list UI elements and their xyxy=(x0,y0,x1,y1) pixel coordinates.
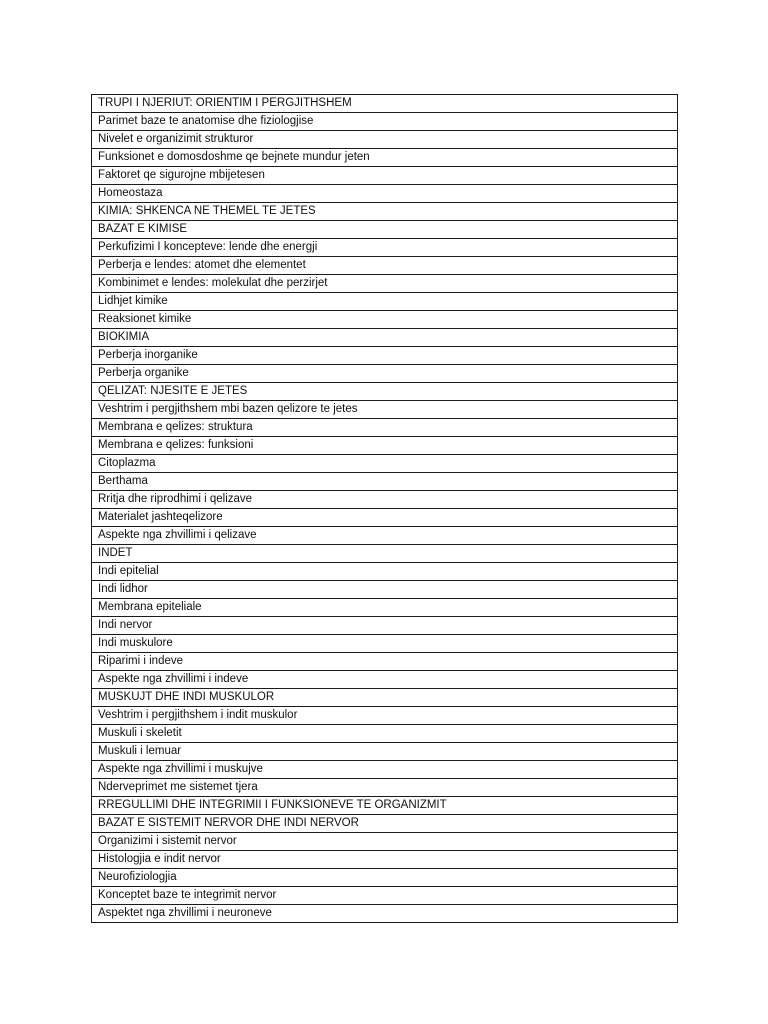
table-cell: Citoplazma xyxy=(92,455,678,473)
table-row xyxy=(92,167,678,185)
table-row xyxy=(92,239,678,257)
table-cell: RREGULLIMI DHE INTEGRIMII I FUNKSIONEVE TE ORGANIZMIT xyxy=(92,797,678,815)
table-row xyxy=(92,671,678,689)
table-row xyxy=(92,869,678,887)
table-row xyxy=(92,599,678,617)
outline-table-body xyxy=(92,95,678,923)
table-row xyxy=(92,275,678,293)
table-cell: Reaksionet kimike xyxy=(92,311,678,329)
table-cell: Perberja inorganike xyxy=(92,347,678,365)
table-cell: Membrana epiteliale xyxy=(92,599,678,617)
table-row xyxy=(92,365,678,383)
table-row xyxy=(92,149,678,167)
table-cell: Neurofiziologjia xyxy=(92,869,678,887)
table-cell: Konceptet baze te integrimit nervor xyxy=(92,887,678,905)
table-cell: Indi nervor xyxy=(92,617,678,635)
table-row xyxy=(92,131,678,149)
table-cell: Aspekte nga zhvillimi i muskujve xyxy=(92,761,678,779)
table-cell: Nderveprimet me sistemet tjera xyxy=(92,779,678,797)
table-cell: Kombinimet e lendes: molekulat dhe perzirjet xyxy=(92,275,678,293)
table-row xyxy=(92,257,678,275)
table-row xyxy=(92,743,678,761)
table-row xyxy=(92,725,678,743)
table-row xyxy=(92,491,678,509)
table-cell: Indi lidhor xyxy=(92,581,678,599)
table-row xyxy=(92,545,678,563)
table-cell: Aspektet nga zhvillimi i neuroneve xyxy=(92,905,678,923)
table-row xyxy=(92,311,678,329)
table-cell: KIMIA: SHKENCA NE THEMEL TE JETES xyxy=(92,203,678,221)
outline-table xyxy=(91,94,678,923)
table-cell: INDET xyxy=(92,545,678,563)
table-cell: Lidhjet kimike xyxy=(92,293,678,311)
table-cell: Veshtrim i pergjithshem mbi bazen qelizore te jetes xyxy=(92,401,678,419)
table-cell: Membrana e qelizes: funksioni xyxy=(92,437,678,455)
table-row xyxy=(92,887,678,905)
table-cell: TRUPI I NJERIUT: ORIENTIM I PERGJITHSHEM xyxy=(92,95,678,113)
table-cell: Riparimi i indeve xyxy=(92,653,678,671)
table-row xyxy=(92,581,678,599)
table-row xyxy=(92,509,678,527)
table-row xyxy=(92,347,678,365)
table-row xyxy=(92,761,678,779)
table-row xyxy=(92,779,678,797)
table-cell: Rritja dhe riprodhimi i qelizave xyxy=(92,491,678,509)
table-cell: Veshtrim i pergjithshem i indit muskulor xyxy=(92,707,678,725)
table-row xyxy=(92,419,678,437)
table-row xyxy=(92,437,678,455)
table-row xyxy=(92,203,678,221)
table-cell: BAZAT E SISTEMIT NERVOR DHE INDI NERVOR xyxy=(92,815,678,833)
table-cell: Membrana e qelizes: struktura xyxy=(92,419,678,437)
table-cell: Materialet jashteqelizore xyxy=(92,509,678,527)
table-row xyxy=(92,851,678,869)
table-cell: Aspekte nga zhvillimi i qelizave xyxy=(92,527,678,545)
table-cell: QELIZAT: NJESITE E JETES xyxy=(92,383,678,401)
table-cell: Aspekte nga zhvillimi i indeve xyxy=(92,671,678,689)
table-row xyxy=(92,401,678,419)
table-row xyxy=(92,617,678,635)
table-row xyxy=(92,383,678,401)
table-row xyxy=(92,815,678,833)
table-cell: Faktoret qe sigurojne mbijetesen xyxy=(92,167,678,185)
table-cell: Histologjia e indit nervor xyxy=(92,851,678,869)
table-row xyxy=(92,473,678,491)
table-cell: Homeostaza xyxy=(92,185,678,203)
table-cell: Parimet baze te anatomise dhe fiziologjise xyxy=(92,113,678,131)
table-row xyxy=(92,653,678,671)
table-row xyxy=(92,329,678,347)
table-row xyxy=(92,527,678,545)
table-row xyxy=(92,113,678,131)
table-cell: Muskuli i lemuar xyxy=(92,743,678,761)
table-row xyxy=(92,635,678,653)
table-row xyxy=(92,905,678,923)
table-row xyxy=(92,455,678,473)
table-cell: Perberja organike xyxy=(92,365,678,383)
table-cell: BAZAT E KIMISE xyxy=(92,221,678,239)
table-cell: Indi epitelial xyxy=(92,563,678,581)
table-cell: Perkufizimi I koncepteve: lende dhe energji xyxy=(92,239,678,257)
table-cell: BIOKIMIA xyxy=(92,329,678,347)
table-cell: Organizimi i sistemit nervor xyxy=(92,833,678,851)
table-row xyxy=(92,185,678,203)
table-row xyxy=(92,563,678,581)
table-cell: Funksionet e domosdoshme qe bejnete mundur jeten xyxy=(92,149,678,167)
table-cell: Perberja e lendes: atomet dhe elementet xyxy=(92,257,678,275)
table-cell: Nivelet e organizimit strukturor xyxy=(92,131,678,149)
table-row xyxy=(92,95,678,113)
table-row xyxy=(92,221,678,239)
table-cell: Muskuli i skeletit xyxy=(92,725,678,743)
table-cell: Indi muskulore xyxy=(92,635,678,653)
table-row xyxy=(92,797,678,815)
table-cell: Berthama xyxy=(92,473,678,491)
table-row xyxy=(92,293,678,311)
table-row xyxy=(92,833,678,851)
table-row xyxy=(92,689,678,707)
table-row xyxy=(92,707,678,725)
table-cell: MUSKUJT DHE INDI MUSKULOR xyxy=(92,689,678,707)
